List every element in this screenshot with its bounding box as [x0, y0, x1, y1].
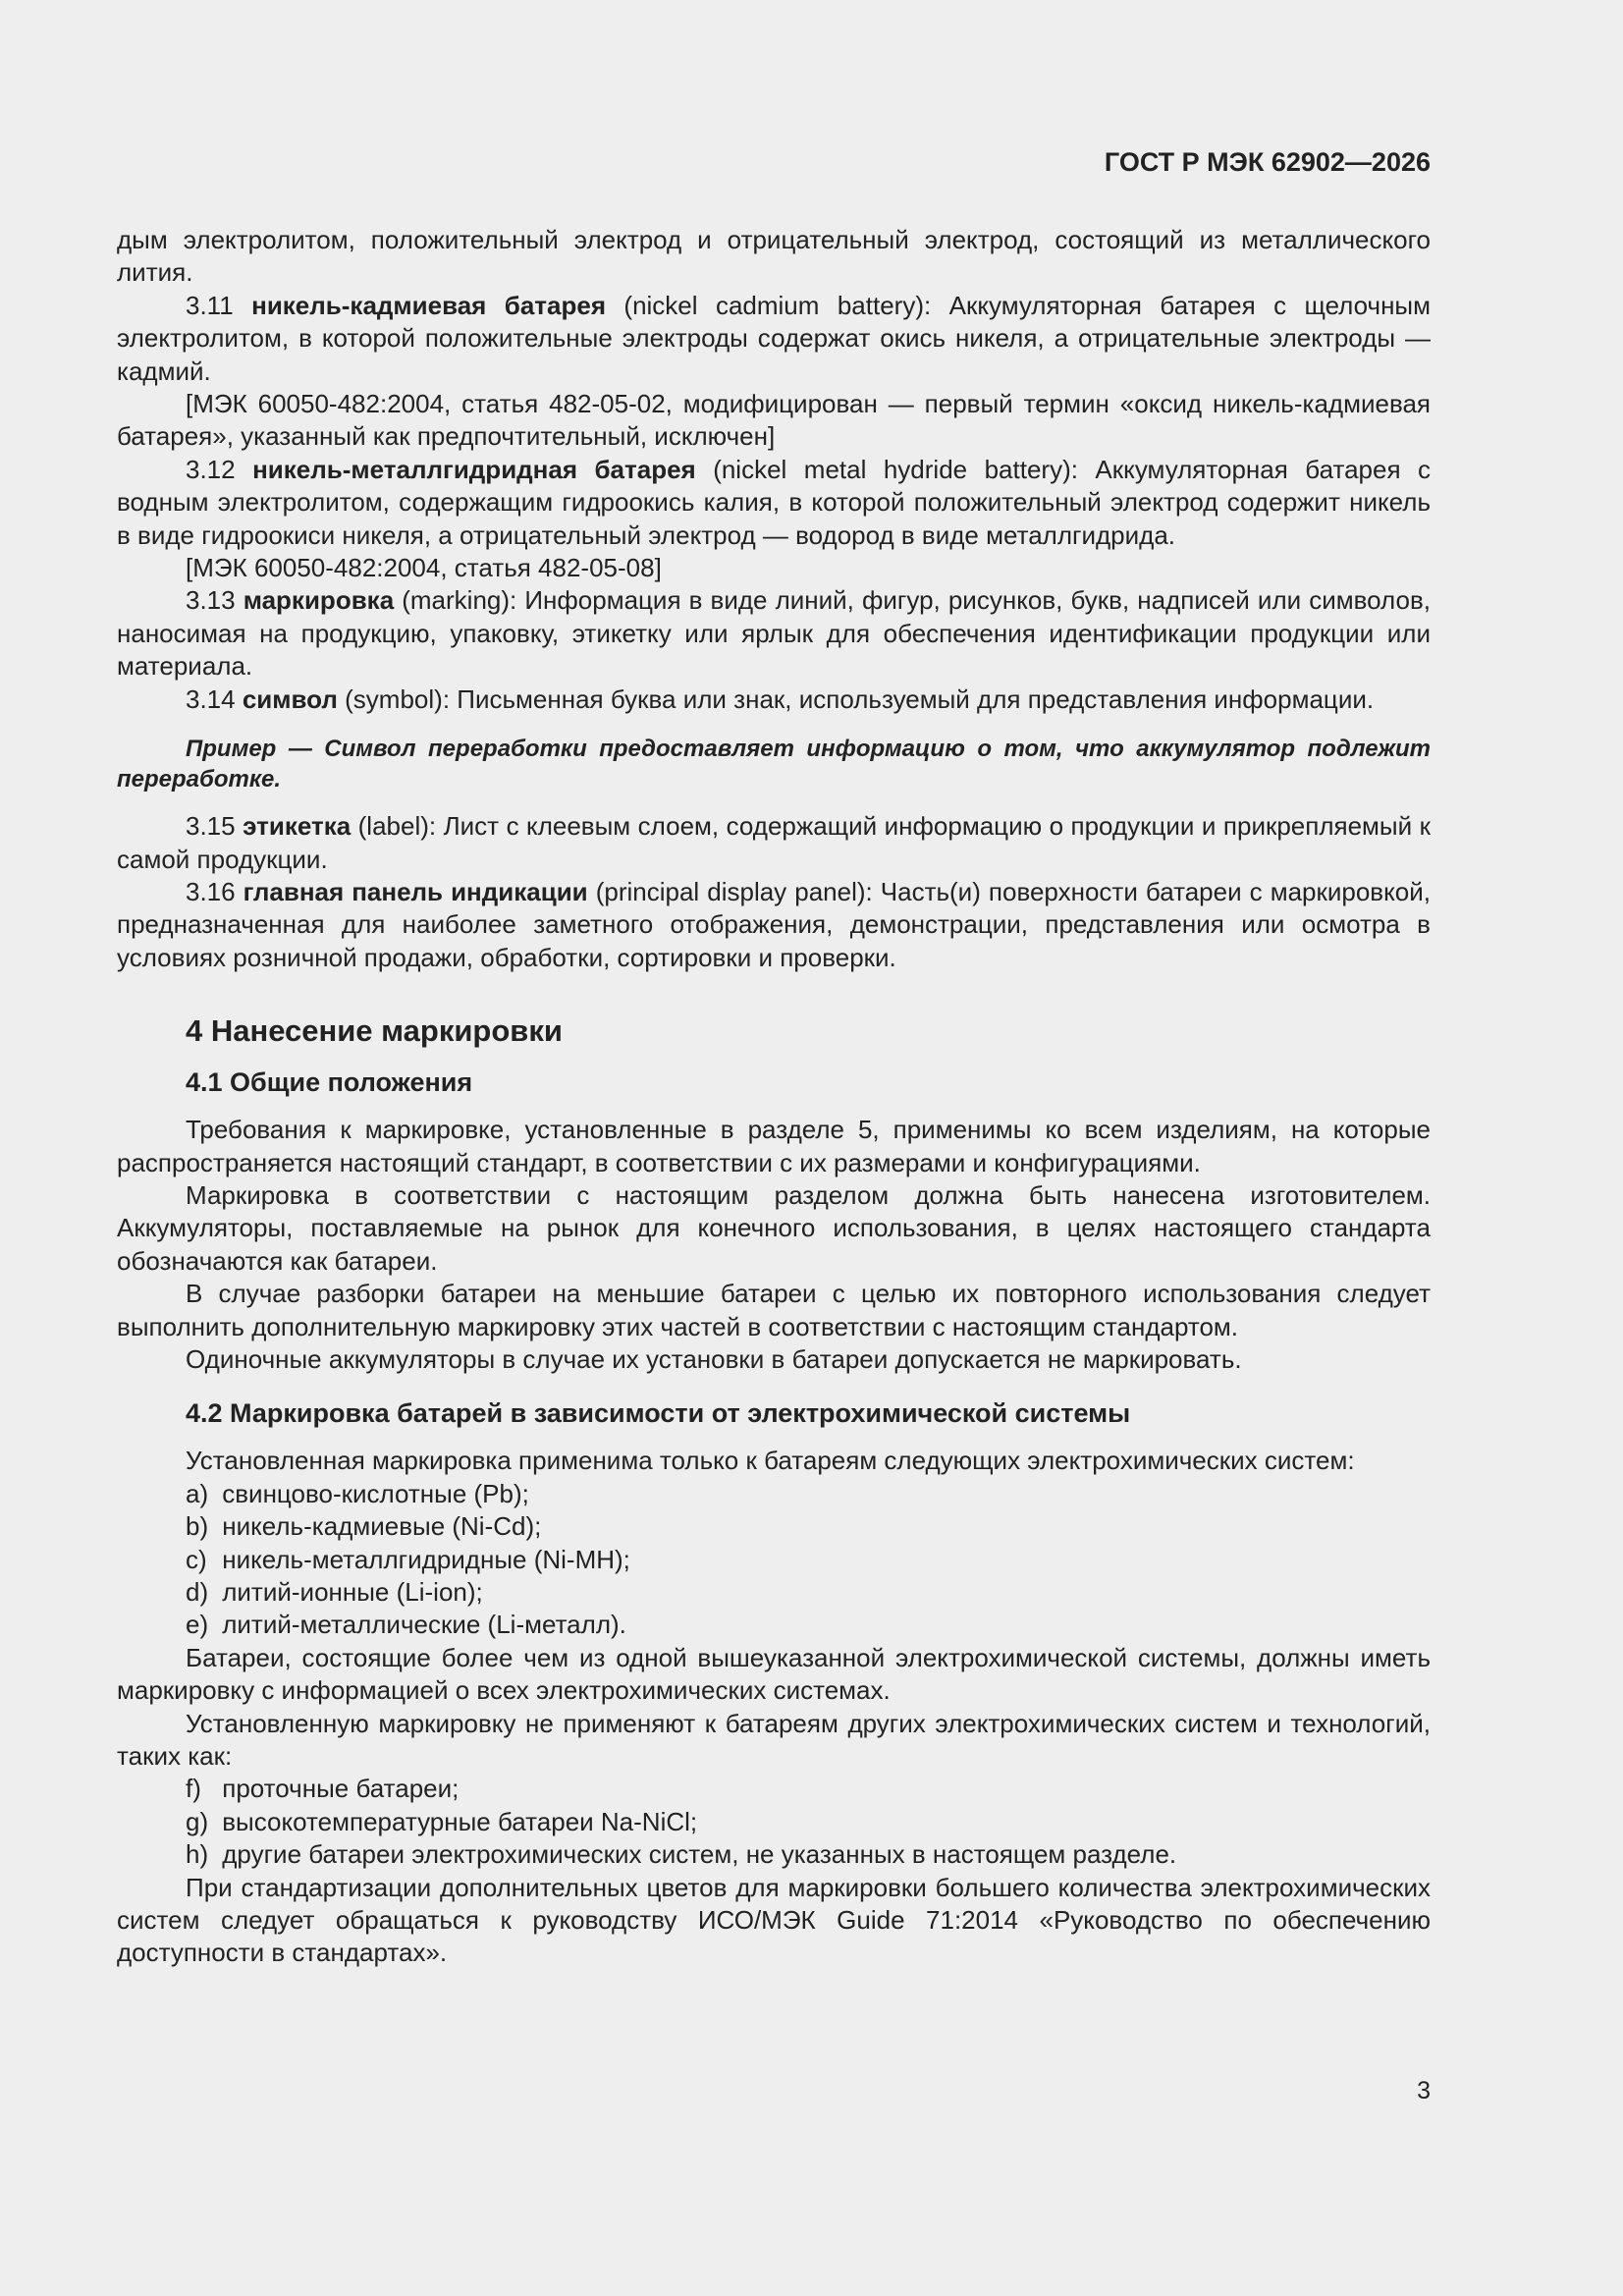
page-number: 3	[1417, 2077, 1431, 2105]
list-text: литий-металлические (Li-металл).	[222, 1610, 626, 1640]
list-item	[117, 1510, 1431, 1543]
paragraph: Установленную маркировку не применяют к батареям других электрохимических систем и технологий, таких как:	[117, 1708, 1431, 1772]
list-marker: b)	[186, 1511, 209, 1542]
term-name: никель-металлгидридная батарея	[252, 454, 696, 484]
list-text: другие батареи электрохимических систем, не указанных в настоящем разделе.	[222, 1839, 1177, 1870]
paragraph: Требования к маркировке, установленные в разделе 5, применимы ко всем изделиям, на которые распространяется настоящий стандарт, в соответствии с их размерами и конфигурациями.	[117, 1115, 1431, 1177]
list-marker: e)	[186, 1610, 209, 1640]
term-number: 3.16	[186, 876, 236, 906]
term-name: главная панель индикации	[243, 876, 588, 906]
term-definition: (principal display panel): Часть(и) поверхности батареи с маркировкой, предназначенная для наиболее заметного отображения, демонстрации, представления или осмотра в условиях розничной продажи, обработки, сортировки и проверки.	[117, 876, 1431, 972]
document-id-header: ГОСТ Р МЭК 62902—2026	[1104, 147, 1431, 177]
term-definition: (nickel metal hydride battery): Аккумуляторная батарея с водным электролитом, содержащим гидроокись калия, в которой положительный электрод содержит никель в виде гидроокиси никеля, а отрицательный электрод — водород в виде металлгидрида.	[117, 454, 1432, 550]
list-text: никель-металлгидридные (Ni-MH);	[222, 1544, 630, 1574]
subsection-4-2-heading: 4.2 Маркировка батарей в зависимости от электрохимической системы	[186, 1398, 1131, 1429]
paragraph: Одиночные аккумуляторы в случае их установки в батареи допускается не маркировать.	[186, 1343, 1242, 1374]
term-3-14	[117, 683, 1431, 716]
subsection-4-1-heading: 4.1 Общие положения	[186, 1067, 473, 1098]
term-reference: [МЭК 60050-482:2004, статья 482-05-08]	[186, 553, 662, 583]
list-marker: c)	[186, 1544, 207, 1574]
list-marker: g)	[186, 1806, 209, 1836]
term-name: символ	[242, 683, 338, 714]
term-number: 3.15	[186, 811, 236, 842]
paragraph: Батареи, состоящие более чем из одной вышеуказанной электрохимической системы, должны иметь маркировку с информацией о всех электрохимических системах.	[117, 1642, 1431, 1706]
term-definition: (nickel cadmium battery): Аккумуляторная батарея с щелочным электролитом, в которой положительные электроды содержат окись никеля, а отрицательные электроды — кадмий.	[117, 290, 1431, 386]
page-content	[117, 224, 1431, 1970]
paragraph: Маркировка в соответствии с настоящим разделом должна быть нанесена изготовителем. Аккумуляторы, поставляемые на рынок для конечного использования, в целях настоящего стандарта обозначаются как батареи.	[117, 1179, 1431, 1276]
paragraph: При стандартизации дополнительных цветов для маркировки большего количества электрохимических систем следует обращаться к руководству ИСО/МЭК Guide 71:2014 «Руководство по обеспечению доступности в стандартах».	[117, 1872, 1431, 1968]
paragraph: В случае разборки батареи на меньшие батареи с целью их повторного использования следует выполнить дополнительную маркировку этих частей в соответствии с настоящим стандартом.	[117, 1279, 1431, 1341]
term-3-16	[117, 876, 1431, 974]
list-item	[117, 1609, 1431, 1641]
example-text: Пример — Символ переработки предоставляет информацию о том, что аккумулятор подлежит переработке.	[117, 736, 1431, 793]
term-3-11	[117, 290, 1431, 388]
term-number: 3.12	[186, 454, 236, 484]
term-3-13	[117, 584, 1431, 683]
list-item	[117, 1773, 1431, 1805]
section-4-heading: 4 Нанесение маркировки	[186, 1013, 563, 1049]
term-number: 3.11	[186, 290, 234, 320]
list-text: проточные батареи;	[222, 1774, 460, 1804]
term-definition: (marking): Информация в виде линий, фигур, рисунков, букв, надписей или символов, наносимая на продукцию, упаковку, этикетку или ярлык для обеспечения идентификации продукции или материала.	[117, 585, 1431, 682]
continued-paragraph: дым электролитом, положительный электрод и отрицательный электрод, состоящий из металлического лития.	[117, 225, 1431, 288]
list-marker: a)	[186, 1478, 209, 1508]
list-text: высокотемпературные батареи Na-NiCl;	[222, 1806, 698, 1836]
list-marker: d)	[186, 1577, 209, 1607]
term-definition: (symbol): Письменная буква или знак, используемый для представления информации.	[337, 683, 1375, 714]
list-item	[117, 1806, 1431, 1838]
list-text: литий-ионные (Li-ion);	[222, 1577, 483, 1607]
term-number: 3.13	[186, 585, 236, 616]
term-3-15	[117, 810, 1431, 876]
paragraph: Установленная маркировка применима только к батареям следующих электрохимических систем:	[186, 1446, 1355, 1476]
list-text: никель-кадмиевые (Ni-Cd);	[222, 1511, 542, 1542]
example-note	[117, 734, 1431, 794]
term-name: никель-кадмиевая батарея	[251, 290, 606, 320]
term-definition: (label): Лист с клеевым слоем, содержащий информацию о продукции и прикрепляемый к самой продукции.	[117, 811, 1431, 874]
term-name: маркировка	[243, 585, 395, 616]
list-marker: f)	[186, 1774, 201, 1804]
list-text: свинцово-кислотные (Pb);	[222, 1478, 529, 1508]
term-name: этикетка	[243, 811, 352, 842]
term-reference: [МЭК 60050-482:2004, статья 482-05-02, модифицирован — первый термин «оксид никель-кадмиевая батарея», указанный как предпочтительный, исключен]	[117, 389, 1431, 452]
list-item	[117, 1838, 1431, 1871]
list-item	[117, 1544, 1431, 1576]
term-number: 3.14	[186, 683, 236, 714]
list-item	[117, 1576, 1431, 1609]
term-3-12	[117, 454, 1431, 552]
list-item	[117, 1478, 1431, 1510]
list-marker: h)	[186, 1839, 209, 1870]
